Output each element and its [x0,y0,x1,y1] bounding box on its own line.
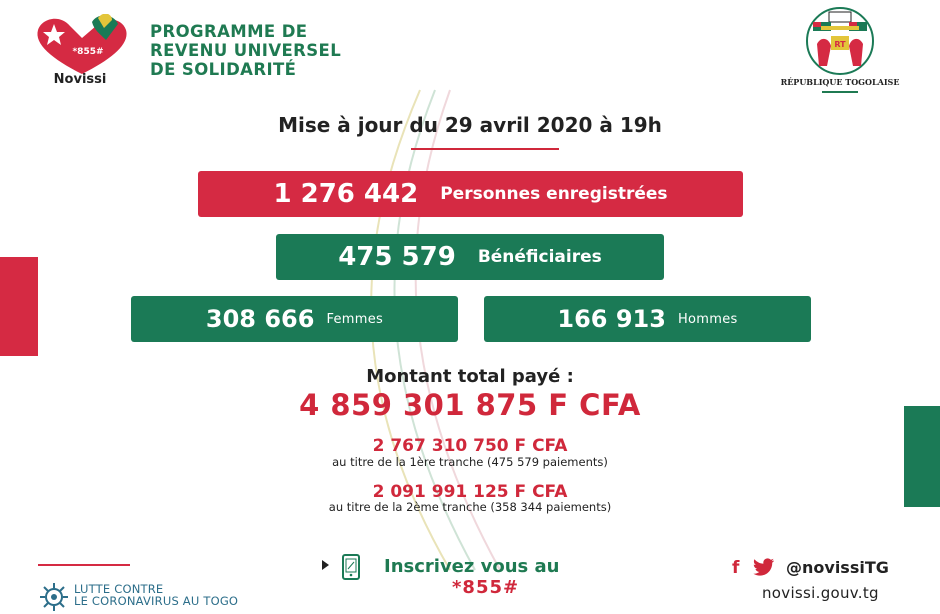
logo-code-text: *855# [72,47,104,57]
program-title-line: PROGRAMME DE [150,22,308,41]
tranche2-note: au titre de la 2ème tranche (358 344 paiements) [328,500,612,514]
campaign-line-1: LUTTE CONTRE [74,582,164,596]
update-underline [411,148,559,150]
total-value: 4 859 301 875 F CFA [299,388,641,422]
total-label: Montant total payé : [366,366,574,387]
women-label: Femmes [326,311,384,327]
campaign-line-2: LE CORONAVIRUS AU TOGO [74,594,239,608]
beneficiaries-value: 475 579 [338,242,456,272]
update-date: Mise à jour du 29 avril 2020 à 19h [278,113,662,137]
women-value: 308 666 [205,305,315,333]
registered-box [198,171,743,217]
men-box [484,296,811,342]
footer-accent-line [38,564,130,566]
virus-icon [38,581,70,613]
program-title-line: REVENU UNIVERSEL [150,41,342,60]
program-title [150,22,450,79]
program-title-line: DE SOLIDARITÉ [150,60,297,79]
logo-name: Novissi [53,72,107,87]
website-link[interactable]: novissi.gouv.tg [762,584,879,602]
republic-label: RÉPUBLIQUE TOGOLAISE [780,77,900,87]
republic-underline [822,91,858,93]
tranche1-value: 2 767 310 750 F CFA [372,436,568,456]
beneficiaries-box [276,234,664,280]
emblem-initials: RT [834,40,846,49]
play-icon [322,560,329,570]
side-bar-right [904,406,940,507]
beneficiaries-label: Bénéficiaires [477,247,602,267]
social-handle[interactable]: @novissiTG [786,558,889,577]
emblem-icon [803,6,877,76]
phone-icon [342,554,360,580]
registered-value: 1 276 442 [273,179,419,209]
facebook-icon[interactable]: f [732,558,740,578]
men-value: 166 913 [557,305,666,333]
heart-logo-icon [32,14,132,76]
tranche2-value: 2 091 991 125 F CFA [372,482,568,502]
cta-code: *855# [452,577,520,598]
side-bar-left [0,257,38,356]
tranche1-note: au titre de la 1ère tranche (475 579 paiements) [332,455,608,469]
twitter-icon[interactable] [753,558,775,576]
men-label: Hommes [677,311,738,327]
women-box [131,296,458,342]
cta-text: Inscrivez vous au [384,556,560,577]
registered-label: Personnes enregistrées [440,184,668,204]
